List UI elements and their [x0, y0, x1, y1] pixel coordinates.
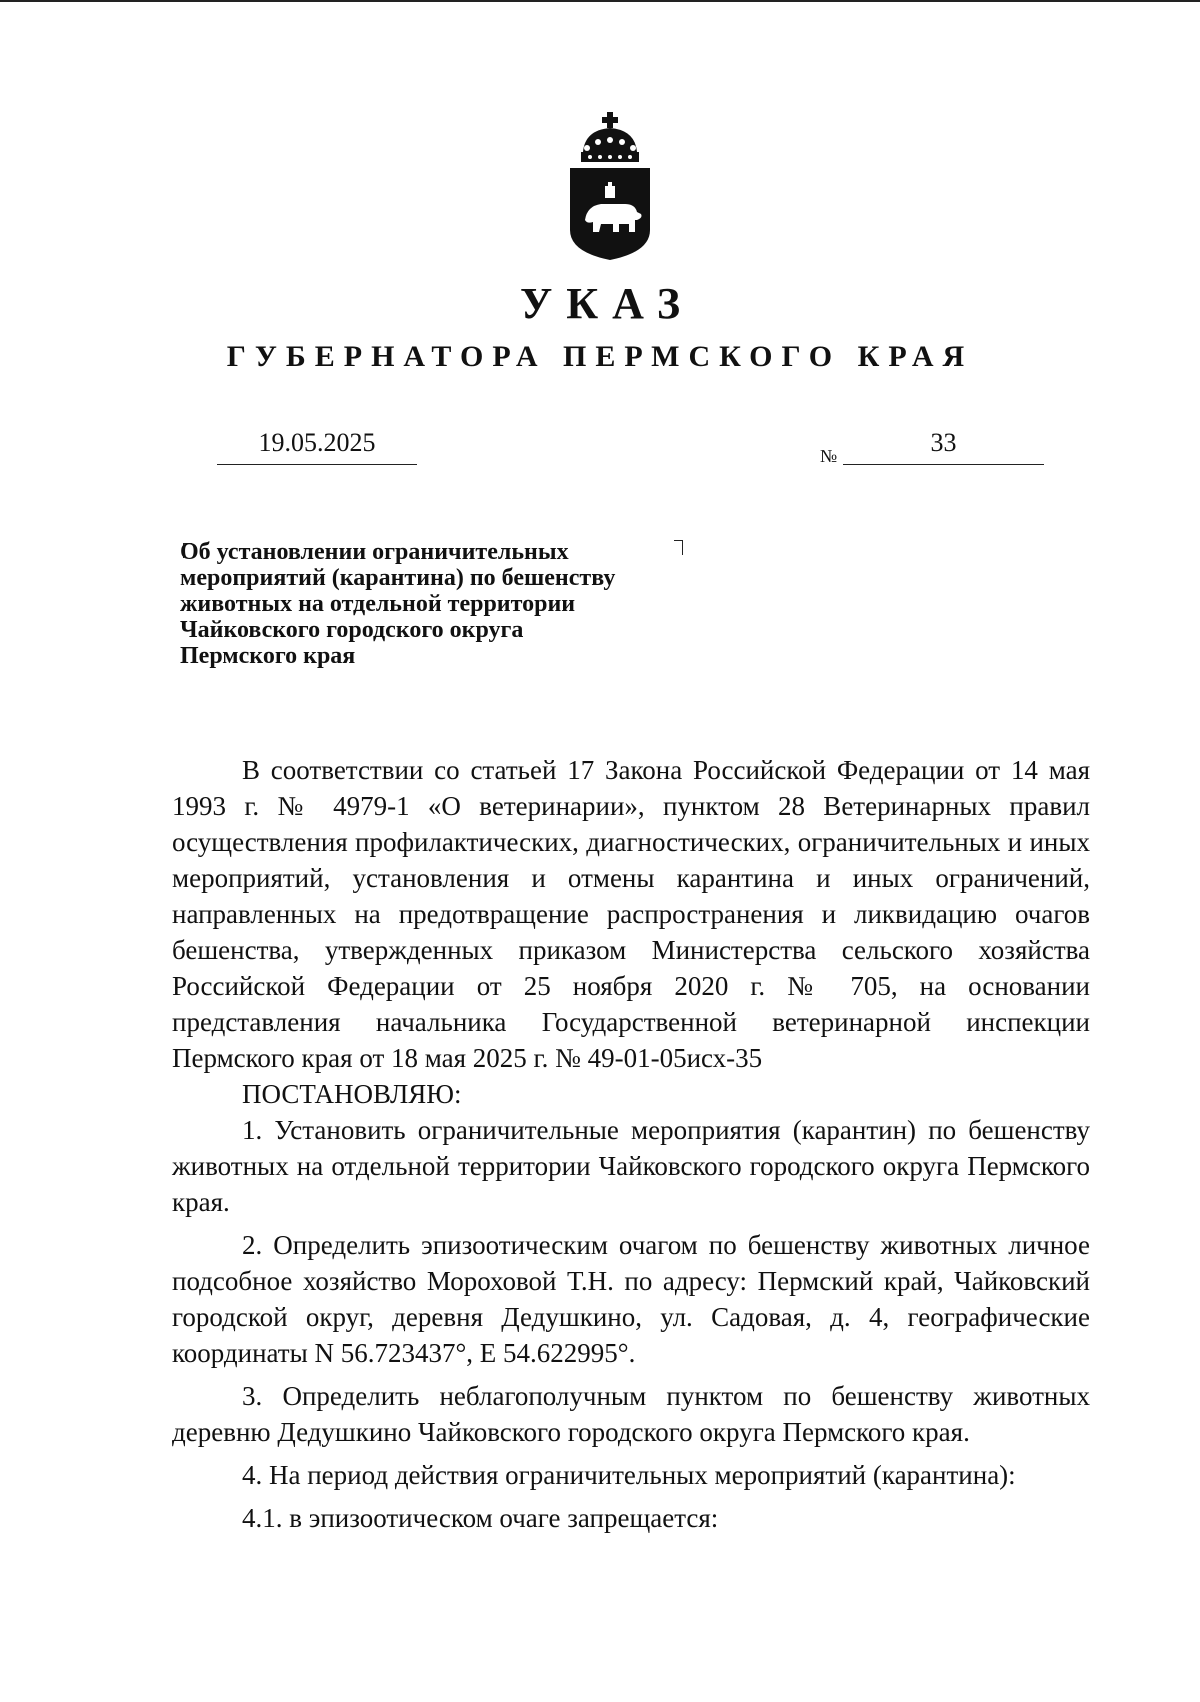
- item-paragraph: 2. Определить эпизоотическим очагом по бешенству животных личное подсобное хозяйство Мороховой Т.Н. по адресу: Пермский край, Чайковский городской округ, деревня Дедушкино, ул. Садовая, д. 4, географические координаты N 56.723437°, E 54.622995°.: [172, 1230, 1090, 1368]
- subject-line: Пермского края: [180, 643, 356, 669]
- perm-krai-coat-of-arms-icon: [565, 112, 655, 262]
- subject-line: Об установлении ограничительных: [180, 539, 569, 565]
- subject-line: мероприятий (карантина) по бешенству: [180, 565, 616, 591]
- document-subject: [180, 539, 740, 669]
- preamble-paragraph: В соответствии со статьей 17 Закона Российской Федерации от 14 мая 1993 г. № 4979-1 «О ветеринарии», пунктом 28 Ветеринарных правил осуществления профилактических, диагностических, ограничительных и иных мероприятий, установления и отмены карантина и иных ограничений, направленных на предотвращение распространения и ликвидацию очагов бешенства, утвержденных приказом Министерства сельского хозяйства Российской Федерации от 25 ноября 2020 г. № 705, на основании представления начальника Государственной ветеринарной инспекции Пермского края от 18 мая 2025 г. № 49-01-05исх-35: [172, 755, 1090, 1073]
- date-underline: [217, 464, 417, 465]
- document-date: 19.05.2025: [258, 428, 376, 457]
- number-sign: №: [820, 446, 838, 466]
- date-field: [217, 428, 417, 458]
- number-field: [843, 428, 1044, 458]
- item-paragraph: 1. Установить ограничительные мероприятия (карантин) по бешенству животных на отдельной территории Чайковского городского округа Пермского края.: [172, 1115, 1090, 1217]
- number-underline: [843, 464, 1044, 465]
- page-top-edge: [0, 0, 1200, 2]
- item-paragraph: 3. Определить неблагополучным пунктом по бешенству животных деревню Дедушкино Чайковского городского округа Пермского края.: [172, 1381, 1090, 1447]
- item-paragraph: 4. На период действия ограничительных мероприятий (карантина):: [242, 1460, 1016, 1490]
- document-title: УКАЗ: [519, 279, 695, 328]
- document-number: 33: [930, 428, 957, 457]
- decree-word: ПОСТАНОВЛЯЮ:: [242, 1079, 462, 1109]
- subject-line: Чайковского городского округа: [180, 617, 524, 643]
- item-paragraph: 4.1. в эпизоотическом очаге запрещается:: [242, 1503, 719, 1533]
- document-subtitle: ГУБЕРНАТОРА ПЕРМСКОГО КРАЯ: [226, 340, 974, 373]
- document-body: [172, 752, 1090, 1536]
- subject-line: животных на отдельной территории: [180, 591, 576, 617]
